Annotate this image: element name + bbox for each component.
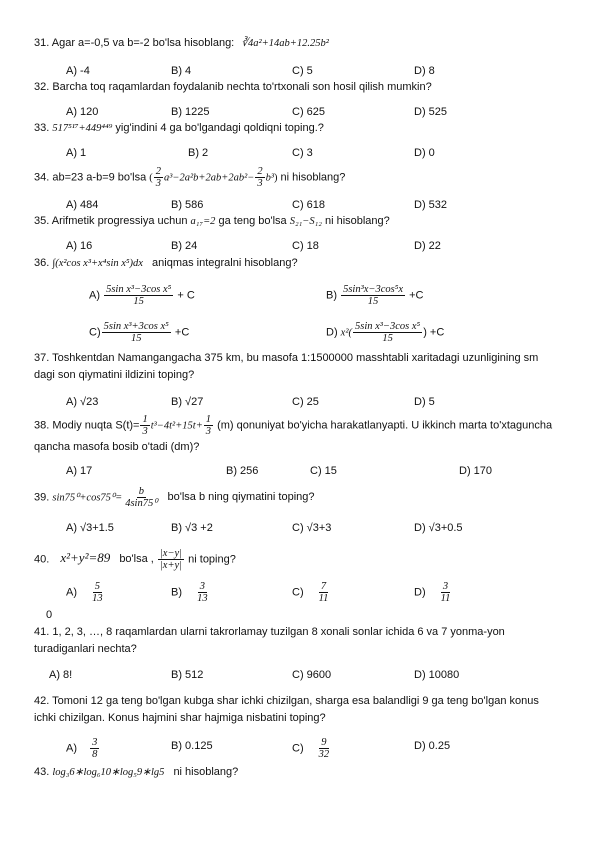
q36-option-b-letter: B) — [326, 289, 337, 302]
q33-option-a: A) 1 — [66, 147, 87, 159]
q42-option-d: D) 0.25 — [414, 740, 451, 752]
question-43-number: 43. — [34, 766, 50, 778]
q33-option-c: C) 3 — [292, 147, 313, 159]
q39-option-d: D) √3+0.5 — [414, 522, 463, 534]
question-33 — [34, 121, 324, 136]
question-41-text: 41. 1, 2, 3, …, 8 raqamlardan ularni takrorlamay tuzilgan 8 xonali sonlar ichida 6 va 7 yonma-yon turadiganlari nechta? — [34, 626, 505, 655]
question-31-expr: ∛4a²+14ab+12.25b² — [241, 38, 329, 49]
q32-option-b: B) 1225 — [171, 106, 210, 118]
q32-option-c: C) 625 — [292, 106, 326, 118]
q36-option-b — [326, 284, 423, 307]
q42-c-den: 32 — [318, 749, 330, 760]
q42-c-num: 9 — [321, 737, 327, 748]
question-41 — [34, 624, 554, 658]
q40-option-c-letter: C) — [292, 586, 304, 599]
question-39 — [34, 486, 315, 509]
q36-a-den: 15 — [133, 296, 144, 307]
q36-b-num: 5sin³x−3cos⁵x — [343, 284, 404, 295]
q33-option-b: B) 2 — [188, 147, 209, 159]
q42-option-a — [66, 737, 100, 760]
q42-option-a-letter: A) — [66, 742, 77, 755]
q36-d-tail: ) +C — [423, 326, 445, 339]
q38-option-b: B) 256 — [226, 465, 259, 477]
q34-frac-num-1: 2 — [155, 166, 162, 177]
q40-option-c — [292, 581, 331, 604]
q38-option-c: C) 15 — [310, 465, 337, 477]
q42-option-c — [292, 737, 332, 760]
q41-option-a: A) 8! — [49, 669, 73, 681]
q40-c-num: 7 — [320, 581, 327, 592]
q39-option-b: B) √3 +2 — [171, 522, 213, 534]
question-31-text: 31. Agar a=-0,5 va b=-2 bo'lsa hisoblang: — [34, 37, 235, 49]
q40-a-den: 13 — [92, 593, 103, 604]
q40-b-num: 3 — [199, 581, 205, 592]
q40-a-num: 5 — [94, 581, 100, 592]
q31-option-d: D) 8 — [414, 65, 435, 77]
question-35-expr: a₁₇=2 — [190, 216, 216, 227]
q36-d-pre: x²( — [340, 327, 352, 339]
q37-option-a: A) √23 — [66, 396, 99, 408]
q40-d-den: 11 — [440, 593, 451, 604]
q36-option-a-letter: A) — [89, 289, 100, 302]
question-33-expr: 517⁵¹⁷+449⁴⁴⁹ — [52, 123, 113, 134]
question-40-text: bo'lsa , — [119, 553, 154, 566]
question-42 — [34, 693, 554, 727]
question-40-expr: x²+y²=89 — [60, 550, 111, 566]
question-32-text: 32. Barcha toq raqamlardan foydalanib nechta to'rtxonali son hosil qilish mumkin? — [34, 81, 432, 93]
question-33-text: yig'indini 4 ga bo'lgandagi qoldiqni toping.? — [115, 122, 324, 134]
question-40 — [34, 548, 236, 571]
question-34-expr-tail: b³ — [265, 172, 274, 184]
q40-option-b — [171, 581, 211, 604]
question-37-text: 37. Toshkentdan Namangangacha 375 km, bu masofa 1:1500000 masshtabli xaritadagi uzunligining sm dagi son qiymatini ildizini toping? — [34, 352, 539, 381]
question-33-number: 33. — [34, 122, 50, 134]
question-36-number: 36. — [34, 257, 50, 269]
q35-option-a: A) 16 — [66, 240, 93, 252]
question-43-expr: log₃6∗log₆10∗log₅9∗lg5 — [52, 767, 165, 778]
q36-b-tail: +C — [409, 289, 424, 302]
q39-option-c: C) √3+3 — [292, 522, 332, 534]
q39-frac-num: b — [138, 486, 144, 497]
q34-option-c: C) 618 — [292, 199, 326, 211]
q35-option-b: B) 24 — [171, 240, 198, 252]
question-34-text: 34. ab=23 a-b=9 bo'lsa — [34, 171, 147, 184]
question-40-text-2: ni toping? — [188, 553, 236, 566]
q36-d-num: 5sin x³−3cos x⁵ — [354, 321, 421, 332]
question-38-text: 38. Modiy nuqta S(t)= — [34, 419, 140, 432]
q34-option-a: A) 484 — [66, 199, 99, 211]
question-36-expr: ∫(x²cos x³+x⁴sin x⁵)dx — [52, 258, 143, 269]
q35-option-c: C) 18 — [292, 240, 319, 252]
question-39-expr: sin75⁰+cos75⁰= — [52, 492, 123, 504]
question-39-number: 39. — [34, 491, 50, 504]
q41-option-b: B) 512 — [171, 669, 204, 681]
question-34-text-2: ni hisoblang? — [280, 171, 346, 184]
question-35-text-3: ni hisoblang? — [324, 215, 390, 227]
question-38-expr: t³−4t²+15t+ — [150, 420, 203, 432]
question-34: 34. ab=23 a-b=9 bo'lsa ( $\frac{2}{3}$ a³−2a²b+2ab+2ab²− $\frac{2}{3}$ b³) ni hisoblang? — [34, 166, 346, 189]
q39-option-a: A) √3+1.5 — [66, 522, 114, 534]
q36-c-tail: +C — [174, 326, 190, 339]
q42-option-b: B) 0.125 — [171, 740, 213, 752]
q40-d-num: 3 — [442, 581, 449, 592]
question-43-text: ni hisoblang? — [173, 766, 239, 778]
q32-option-d: D) 525 — [414, 106, 448, 118]
q36-option-a — [89, 284, 195, 307]
question-35-expr-2: S₂₁−S₁₂ — [289, 216, 322, 227]
q38-option-d: D) 170 — [459, 465, 493, 477]
question-40-number: 40. — [34, 553, 50, 566]
question-35-text-2: ga teng bo'lsa — [218, 215, 287, 227]
q38-option-a: A) 17 — [66, 465, 93, 477]
q40-frac-den: |x+y| — [159, 560, 183, 571]
q40-option-d — [414, 581, 453, 604]
q32-option-a: A) 120 — [66, 106, 99, 118]
question-34-expr: a³−2a²b+2ab+2ab²− — [164, 172, 255, 184]
q36-option-d-letter: D) — [326, 326, 338, 339]
q40-option-b-letter: B) — [171, 586, 182, 599]
question-36 — [34, 256, 298, 271]
q31-option-a: A) -4 — [66, 65, 90, 77]
stray-mark: 0 — [46, 609, 53, 621]
q40-frac-num: |x−y| — [159, 548, 183, 559]
q31-option-c: C) 5 — [292, 65, 313, 77]
q40-option-a — [66, 581, 106, 604]
q40-option-a-letter: A) — [66, 586, 77, 599]
q40-option-d-letter: D) — [414, 586, 426, 599]
q35-option-d: D) 22 — [414, 240, 441, 252]
q41-option-c: C) 9600 — [292, 669, 332, 681]
q39-frac-den: 4sin75⁰ — [125, 498, 158, 509]
q34-frac-den-1: 3 — [155, 178, 162, 189]
q36-option-d — [326, 321, 444, 344]
q37-option-c: C) 25 — [292, 396, 319, 408]
q36-a-num: 5sin x³−3cos x⁵ — [106, 284, 172, 295]
question-36-text: aniqmas integralni hisoblang? — [152, 257, 298, 269]
question-35-text: 35. Arifmetik progressiya uchun — [34, 215, 188, 227]
q34-frac-num-2: 2 — [257, 166, 263, 177]
question-32 — [34, 80, 432, 94]
q42-option-c-letter: C) — [292, 742, 304, 755]
q42-a-num: 3 — [92, 737, 98, 748]
q37-option-b: B) √27 — [171, 396, 204, 408]
q34-frac-den-2: 3 — [257, 178, 263, 189]
question-31 — [34, 36, 329, 51]
q34-option-d: D) 532 — [414, 199, 448, 211]
q40-b-den: 13 — [197, 593, 208, 604]
question-38: 38. Modiy nuqta S(t)= $\frac{1}{3}$ t³−4t²+15t+ $\frac{1}{3}$ (m) qonuniyat bo'yicha harakatlanyapti. U ikkinch marta to'xtaguncha qancha masofa bosib o'tadi (dm)? — [34, 414, 553, 453]
q36-a-tail: + C — [177, 289, 195, 302]
question-35 — [34, 214, 390, 229]
q36-option-c — [89, 321, 189, 344]
q36-b-den: 15 — [367, 296, 379, 307]
q36-c-num: 5sin x³+3cos x⁵ — [103, 321, 169, 332]
q31-option-b: B) 4 — [171, 65, 192, 77]
q42-a-den: 8 — [92, 749, 98, 760]
question-38-text-2: (m) qonuniyat bo'yicha harakatlanyapti. U ikkinch marta to'xtaguncha qancha masofa bosib o'tadi (dm)? — [34, 419, 553, 453]
q33-option-d: D) 0 — [414, 147, 435, 159]
q41-option-d: D) 10080 — [414, 669, 460, 681]
question-39-text: bo'lsa b ning qiymatini toping? — [167, 491, 315, 504]
question-37 — [34, 350, 554, 384]
q40-c-den: 11 — [318, 593, 329, 604]
q34-option-b: B) 586 — [171, 199, 204, 211]
q36-option-c-letter: C) — [89, 326, 101, 339]
q37-option-d: D) 5 — [414, 396, 435, 408]
q36-c-den: 15 — [130, 333, 142, 344]
q36-d-den: 15 — [382, 333, 393, 344]
question-43 — [34, 765, 238, 780]
question-42-text: 42. Tomoni 12 ga teng bo'lgan kubga shar ichki chizilgan, sharga esa balandligi 9 ga teng bo'lgan konus ichki chizilgan. Konus hajmini shar hajmiga nisbatini toping? — [34, 695, 539, 724]
